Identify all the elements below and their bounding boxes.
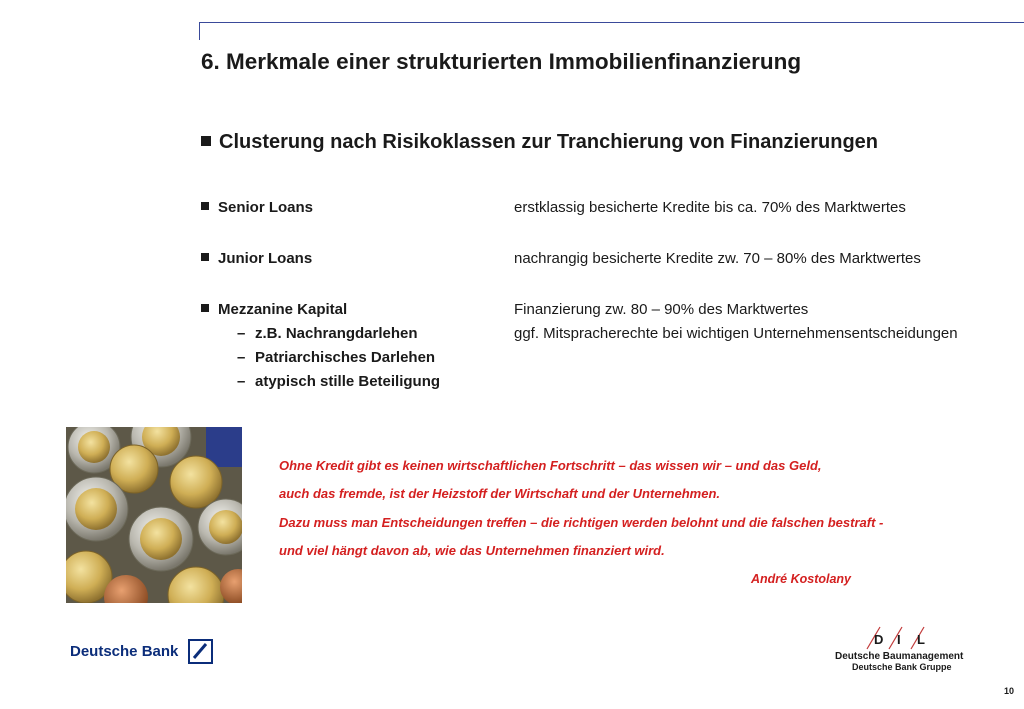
- bullet-square-icon: [201, 202, 209, 210]
- dil-letter: D: [874, 632, 884, 647]
- dil-company-name: Deutsche Baumanagement: [835, 651, 964, 662]
- sub-item-description: ggf. Mitspracherechte bei wichtigen Unternehmensentscheidungen: [514, 325, 958, 342]
- dash-marker: –: [237, 373, 246, 390]
- euro-coins-photo: [66, 427, 242, 603]
- sub-item-label: Patriarchisches Darlehen: [255, 349, 436, 366]
- page-number: 10: [1003, 686, 1014, 696]
- sub-item-label: z.B. Nachrangdarlehen: [255, 325, 418, 342]
- slide-frame-left-line: [199, 22, 200, 40]
- bullet-square-icon: [201, 253, 209, 261]
- dil-letter: L: [917, 632, 925, 647]
- deutsche-bank-logo: [70, 639, 213, 664]
- bank-name: Deutsche Bank: [70, 643, 179, 660]
- item-description: erstklassig besicherte Kredite bis ca. 70% des Marktwertes: [514, 199, 906, 216]
- quote-line: und viel hängt davon ab, wie das Unternehmen finanziert wird.: [279, 543, 665, 558]
- bullet-square-icon: [201, 136, 211, 146]
- item-label: Senior Loans: [218, 199, 314, 216]
- section-heading: [201, 131, 878, 154]
- quote-author: André Kostolany: [751, 572, 852, 586]
- item-label: Junior Loans: [218, 250, 313, 267]
- item-description: Finanzierung zw. 80 – 90% des Marktwertes: [514, 301, 809, 318]
- deutsche-bank-slash-icon: [188, 639, 213, 664]
- quote-line: Dazu muss man Entscheidungen treffen – die richtigen werden belohnt und die falschen bestraft -: [279, 515, 884, 530]
- item-label: Mezzanine Kapital: [218, 301, 348, 318]
- sub-list-item: [237, 349, 435, 366]
- list-item: [201, 301, 347, 318]
- list-item: [201, 199, 313, 216]
- dash-marker: –: [237, 349, 246, 366]
- item-description: nachrangig besicherte Kredite zw. 70 – 80% des Marktwertes: [514, 250, 921, 267]
- dash-marker: –: [237, 325, 246, 342]
- slide-title: 6. Merkmale einer strukturierten Immobilienfinanzierung: [201, 49, 802, 74]
- bullet-square-icon: [201, 304, 209, 312]
- list-item: [201, 250, 312, 267]
- quote-line: auch das fremde, ist der Heizstoff der Wirtschaft und der Unternehmen.: [279, 486, 721, 501]
- coins-illustration: [66, 427, 242, 603]
- sub-list-item: [237, 325, 418, 342]
- dil-letter: I: [897, 632, 901, 647]
- sub-list-item: [237, 373, 440, 390]
- slide-frame-top-line: [199, 22, 1024, 23]
- dil-group-name: Deutsche Bank Gruppe: [852, 662, 952, 672]
- quote-line: Ohne Kredit gibt es keinen wirtschaftlichen Fortschritt – das wissen wir – und das Geld,: [279, 458, 822, 473]
- sub-item-label: atypisch stille Beteiligung: [255, 373, 441, 390]
- section-heading-text: Clusterung nach Risikoklassen zur Tranchierung von Finanzierungen: [219, 131, 879, 153]
